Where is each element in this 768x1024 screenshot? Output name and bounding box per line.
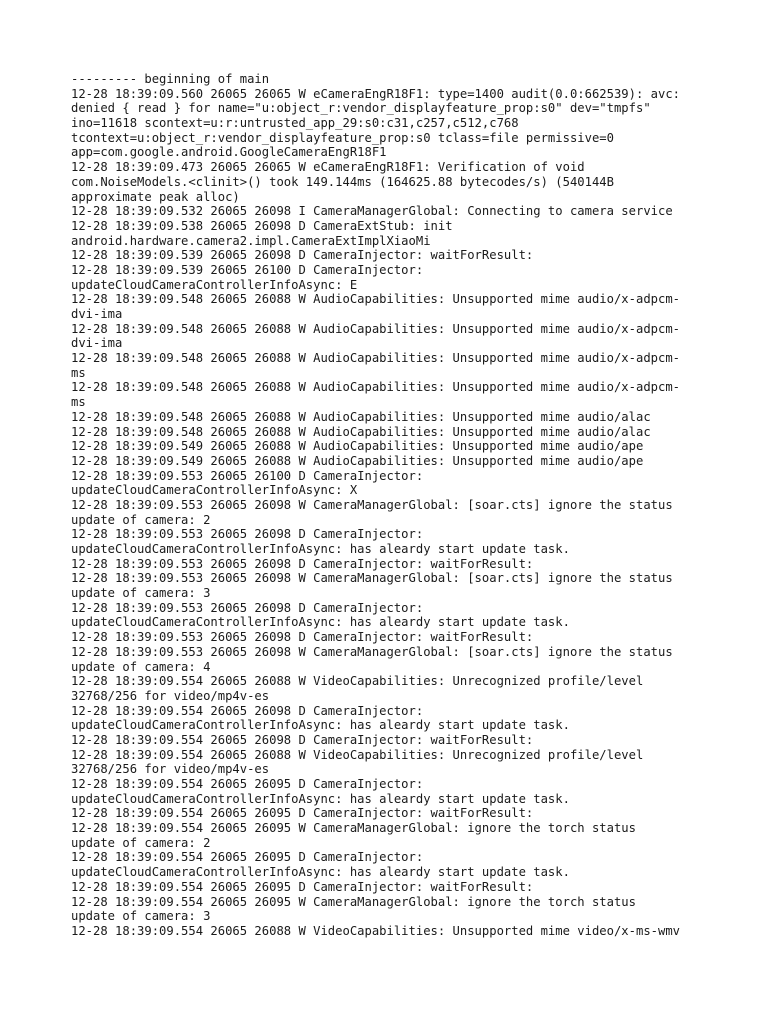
log-line: --------- beginning of main bbox=[71, 72, 270, 86]
log-line: 12-28 18:39:09.548 26065 26088 W AudioCapabilities: Unsupported mime audio/x-adpcm- bbox=[71, 321, 681, 336]
log-line: update of camera: 3 bbox=[71, 586, 211, 601]
log-line: 12-28 18:39:09.553 26065 26098 D CameraInjector: waitForResult: bbox=[71, 556, 534, 571]
log-line: dvi-ima bbox=[71, 307, 123, 321]
log-text-block bbox=[71, 72, 711, 939]
log-line: updateCloudCameraControllerInfoAsync: has aleardy start update task. bbox=[71, 615, 570, 630]
log-line: updateCloudCameraControllerInfoAsync: has aleardy start update task. bbox=[71, 865, 570, 880]
log-line: 12-28 18:39:09.554 26065 26095 W CameraManagerGlobal: ignore the torch status bbox=[71, 821, 636, 836]
log-line: 12-28 18:39:09.539 26065 26100 D CameraInjector: bbox=[71, 262, 424, 277]
log-line: ms bbox=[71, 365, 86, 380]
log-line: 12-28 18:39:09.549 26065 26088 W AudioCapabilities: Unsupported mime audio/ape bbox=[71, 439, 644, 454]
log-line: 12-28 18:39:09.554 26065 26095 D CameraInjector: bbox=[71, 850, 424, 865]
log-line: updateCloudCameraControllerInfoAsync: X bbox=[71, 483, 358, 498]
log-line: ms bbox=[71, 395, 86, 410]
log-line: 32768/256 for video/mp4v-es bbox=[71, 762, 270, 777]
log-line: 12-28 18:39:09.554 26065 26088 W VideoCapabilities: Unsupported mime video/x-ms-wmv bbox=[71, 923, 681, 938]
log-line: 12-28 18:39:09.554 26065 26098 D CameraInjector: bbox=[71, 703, 424, 718]
log-line: update of camera: 4 bbox=[71, 659, 211, 674]
log-line: 12-28 18:39:09.553 26065 26098 D CameraInjector: bbox=[71, 527, 424, 542]
log-line: 12-28 18:39:09.539 26065 26098 D CameraInjector: waitForResult: bbox=[71, 248, 534, 263]
log-line: 12-28 18:39:09.473 26065 26065 W eCameraEngR18F1: Verification of void bbox=[71, 160, 585, 175]
log-line: 32768/256 for video/mp4v-es bbox=[71, 688, 270, 703]
log-line: ino=11618 scontext=u:r:untrusted_app_29:s0:c31,c257,c512,c768 bbox=[71, 116, 519, 131]
log-line: update of camera: 2 bbox=[71, 835, 211, 850]
log-line: 12-28 18:39:09.538 26065 26098 D CameraExtStub: init bbox=[71, 218, 453, 233]
log-line: 12-28 18:39:09.553 26065 26098 W CameraManagerGlobal: [soar.cts] ignore the status bbox=[71, 571, 673, 586]
log-line: updateCloudCameraControllerInfoAsync: E bbox=[71, 277, 358, 292]
log-line: 12-28 18:39:09.560 26065 26065 W eCameraEngR18F1: type=1400 audit(0.0:662539): avc: bbox=[71, 86, 681, 101]
log-line: 12-28 18:39:09.553 26065 26098 D CameraInjector: waitForResult: bbox=[71, 630, 534, 645]
log-line: 12-28 18:39:09.554 26065 26095 D CameraInjector: waitForResult: bbox=[71, 806, 534, 821]
log-line: approximate peak alloc) bbox=[71, 189, 240, 204]
log-line: 12-28 18:39:09.554 26065 26095 D CameraInjector: waitForResult: bbox=[71, 879, 534, 894]
log-line: dvi-ima bbox=[71, 336, 123, 351]
log-line: 12-28 18:39:09.548 26065 26088 W AudioCapabilities: Unsupported mime audio/x-adpcm- bbox=[71, 351, 681, 366]
log-line: 12-28 18:39:09.554 26065 26095 D CameraInjector: bbox=[71, 777, 424, 791]
log-line: 12-28 18:39:09.554 26065 26098 D CameraInjector: waitForResult: bbox=[71, 732, 534, 747]
log-line: update of camera: 2 bbox=[71, 512, 211, 527]
log-line: 12-28 18:39:09.548 26065 26088 W AudioCapabilities: Unsupported mime audio/x-adpcm- bbox=[71, 380, 681, 395]
log-line: 12-28 18:39:09.554 26065 26088 W VideoCapabilities: Unrecognized profile/level bbox=[71, 674, 644, 689]
log-line: 12-28 18:39:09.553 26065 26100 D CameraInjector: bbox=[71, 468, 424, 483]
log-line: app=com.google.android.GoogleCameraEngR18F1 bbox=[71, 145, 387, 160]
log-line: 12-28 18:39:09.548 26065 26088 W AudioCapabilities: Unsupported mime audio/alac bbox=[71, 409, 651, 424]
log-line: android.hardware.camera2.impl.CameraExtImplXiaoMi bbox=[71, 233, 431, 248]
log-line: 12-28 18:39:09.553 26065 26098 D CameraInjector: bbox=[71, 600, 424, 615]
log-line: 12-28 18:39:09.553 26065 26098 W CameraManagerGlobal: [soar.cts] ignore the status bbox=[71, 497, 673, 512]
log-line: tcontext=u:object_r:vendor_displayfeature_prop:s0 tclass=file permissive=0 bbox=[71, 130, 614, 145]
log-line: 12-28 18:39:09.554 26065 26095 W CameraManagerGlobal: ignore the torch status bbox=[71, 894, 636, 909]
log-line: com.NoiseModels.<clinit>() took 149.144ms (164625.88 bytecodes/s) (540144B bbox=[71, 174, 614, 189]
log-line: 12-28 18:39:09.548 26065 26088 W AudioCapabilities: Unsupported mime audio/alac bbox=[71, 424, 651, 439]
log-line: updateCloudCameraControllerInfoAsync: has aleardy start update task. bbox=[71, 791, 570, 806]
log-line: denied { read } for name="u:object_r:vendor_displayfeature_prop:s0" dev="tmpfs" bbox=[71, 101, 651, 116]
log-line: 12-28 18:39:09.553 26065 26098 W CameraManagerGlobal: [soar.cts] ignore the status bbox=[71, 644, 673, 659]
log-line: updateCloudCameraControllerInfoAsync: has aleardy start update task. bbox=[71, 718, 570, 733]
log-line: update of camera: 3 bbox=[71, 909, 211, 924]
log-line: 12-28 18:39:09.554 26065 26088 W VideoCapabilities: Unrecognized profile/level bbox=[71, 747, 644, 762]
log-line: 12-28 18:39:09.532 26065 26098 I CameraManagerGlobal: Connecting to camera service bbox=[71, 204, 673, 219]
log-line: 12-28 18:39:09.549 26065 26088 W AudioCapabilities: Unsupported mime audio/ape bbox=[71, 453, 644, 468]
log-line: updateCloudCameraControllerInfoAsync: has aleardy start update task. bbox=[71, 542, 570, 556]
log-line: 12-28 18:39:09.548 26065 26088 W AudioCapabilities: Unsupported mime audio/x-adpcm- bbox=[71, 292, 681, 307]
